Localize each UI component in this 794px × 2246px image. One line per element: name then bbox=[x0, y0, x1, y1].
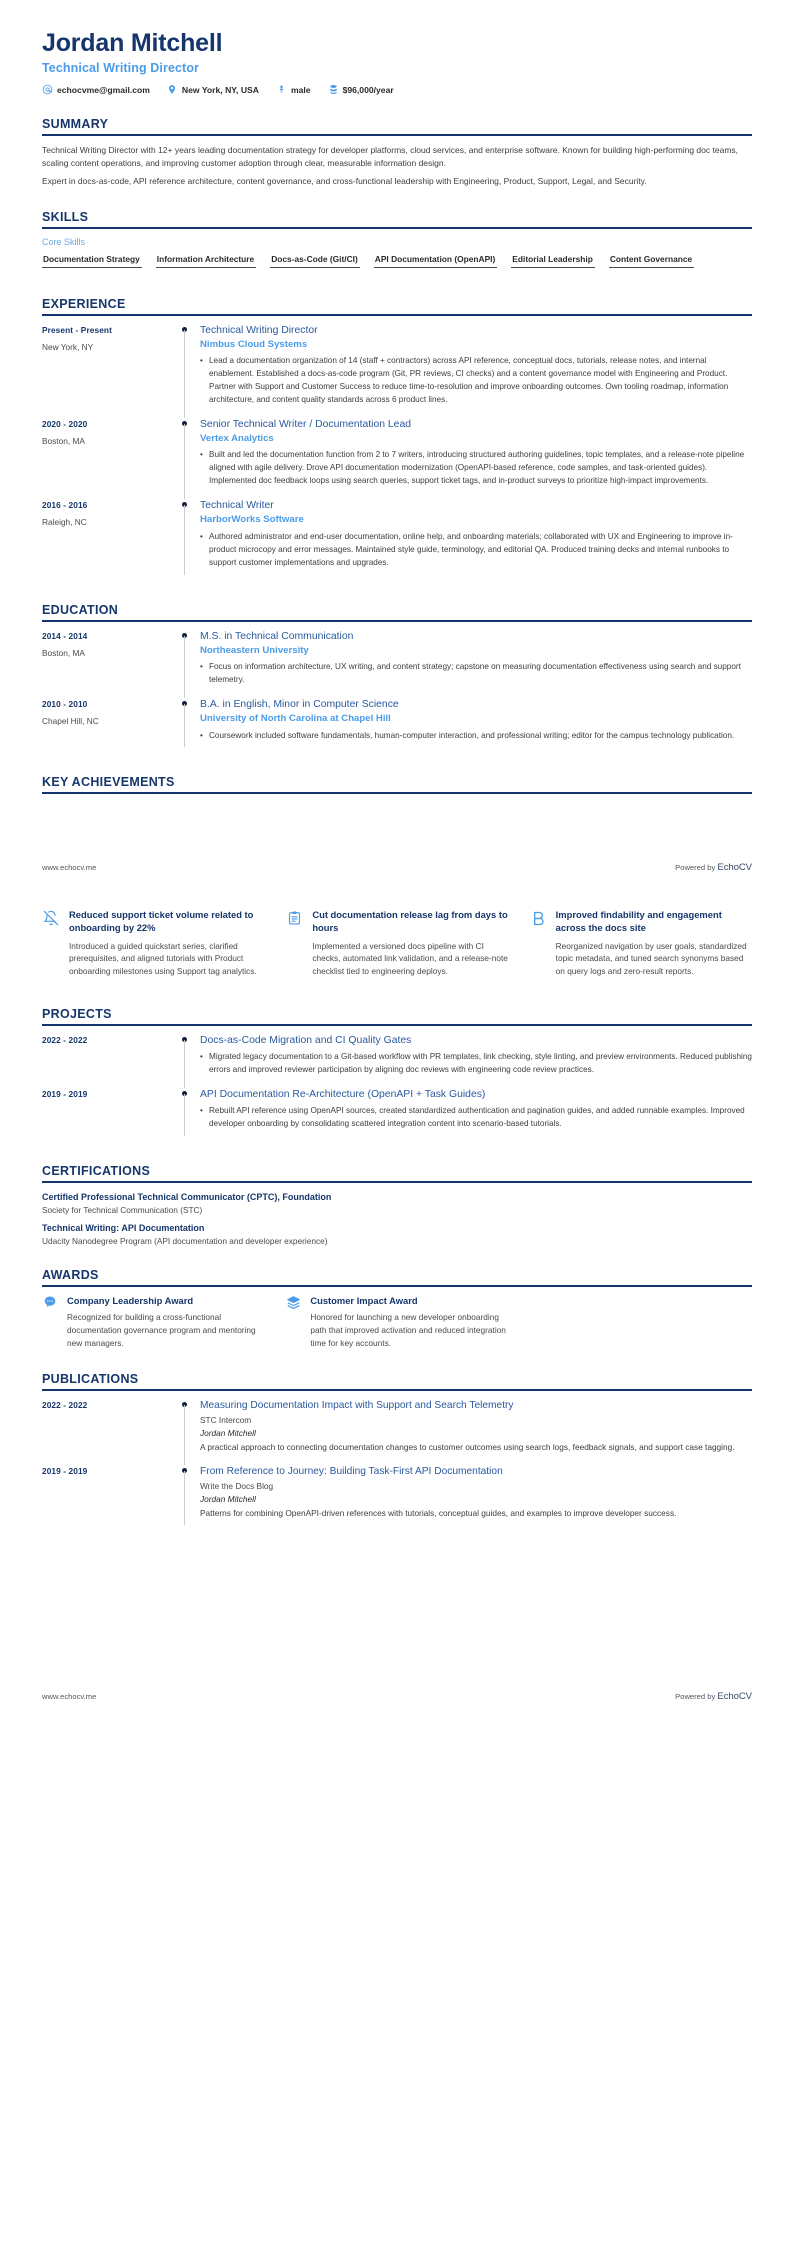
award-card bbox=[42, 1295, 265, 1350]
publication-author: Jordan Mitchell bbox=[200, 1494, 256, 1505]
bullet-text: Focus on information architecture, UX writing, and content strategy; capstone on measuring documentation effectiveness using search and support telemetry. bbox=[209, 662, 741, 685]
achievement-card bbox=[42, 909, 265, 977]
section-title-projects: PROJECTS bbox=[42, 1007, 112, 1022]
timeline-line bbox=[184, 1040, 185, 1088]
person-icon bbox=[276, 84, 287, 95]
entry-role: Technical Writer bbox=[200, 500, 274, 512]
timeline-line bbox=[184, 330, 185, 418]
timeline-line bbox=[184, 704, 185, 747]
entry-institution: University of North Carolina at Chapel Hill bbox=[200, 713, 391, 725]
project-entry bbox=[42, 1088, 752, 1142]
skills-list bbox=[42, 252, 752, 275]
entry-meta bbox=[42, 324, 174, 418]
entry-bullets bbox=[200, 449, 752, 488]
entry-location: New York, NY bbox=[42, 341, 94, 352]
achievement-card bbox=[285, 909, 508, 977]
entry-institution: Northeastern University bbox=[200, 644, 309, 656]
timeline-marker bbox=[174, 1088, 200, 1142]
entry-bullets bbox=[200, 355, 752, 407]
achievement-title: Reduced support ticket volume related to onboarding by 22% bbox=[69, 909, 254, 934]
contact-location-value: New York, NY, USA bbox=[181, 84, 259, 95]
section-divider bbox=[42, 134, 752, 136]
footer-powered-by-label: Powered by bbox=[675, 1691, 716, 1701]
timeline-marker bbox=[174, 418, 200, 499]
echocv-logo: EchoCV bbox=[717, 862, 752, 874]
entry-location: Raleigh, NC bbox=[42, 517, 87, 528]
bullet-item bbox=[200, 531, 752, 570]
award-description: Recognized for building a cross-functional documentation governance program and mentoring new managers. bbox=[67, 1312, 256, 1349]
entry-content bbox=[200, 1465, 752, 1531]
footer-site-url[interactable]: www.echocv.me bbox=[42, 1691, 97, 1701]
bullet-dot-icon: • bbox=[200, 531, 203, 541]
clipboard-icon bbox=[285, 909, 303, 927]
project-entry bbox=[42, 1034, 752, 1088]
page-footer bbox=[0, 862, 794, 873]
bullet-dot-icon: • bbox=[200, 730, 203, 740]
skill-chip: Information Architecture bbox=[156, 252, 256, 268]
entry-content bbox=[200, 630, 752, 698]
key-achievements-grid bbox=[42, 909, 752, 977]
entry-dates: 2022 - 2022 bbox=[42, 1400, 88, 1411]
achievement-description: Introduced a guided quickstart series, clarified prerequisites, and aligned tutorials with Product onboarding milestones using Support tag analytics. bbox=[69, 940, 257, 976]
entry-meta bbox=[42, 499, 174, 580]
contact-gender bbox=[276, 84, 311, 95]
footer-brand bbox=[675, 862, 752, 873]
resume-page-2 bbox=[0, 873, 794, 1690]
publication-author: Jordan Mitchell bbox=[200, 1428, 256, 1439]
section-title-certifications: CERTIFICATIONS bbox=[42, 1163, 151, 1178]
section-divider bbox=[42, 227, 752, 229]
skill-chip: Docs-as-Code (Git/CI) bbox=[270, 252, 360, 268]
entry-meta bbox=[42, 1034, 174, 1088]
award-title: Company Leadership Award bbox=[67, 1295, 194, 1307]
section-awards bbox=[42, 1268, 752, 1350]
bullet-dot-icon: • bbox=[200, 450, 203, 460]
entry-dates: 2022 - 2022 bbox=[42, 1035, 88, 1046]
section-projects bbox=[42, 1007, 752, 1142]
certification-issuer: Society for Technical Communication (STC) bbox=[42, 1205, 203, 1216]
contact-email-value: echocvme@gmail.com bbox=[57, 84, 150, 95]
award-body bbox=[67, 1295, 265, 1350]
award-description: Honored for launching a new developer onboarding path that improved activation and reduced integration time for key accounts. bbox=[310, 1312, 506, 1349]
section-publications bbox=[42, 1372, 752, 1531]
letter-b-icon bbox=[529, 909, 547, 927]
section-summary bbox=[42, 117, 752, 188]
entry-content bbox=[200, 1399, 752, 1465]
entry-dates: 2016 - 2016 bbox=[42, 500, 88, 511]
entry-location: Boston, MA bbox=[42, 647, 85, 658]
entry-meta bbox=[42, 630, 174, 698]
education-entry bbox=[42, 698, 752, 753]
section-key-achievements-heading bbox=[42, 775, 752, 794]
achievement-card bbox=[529, 909, 752, 977]
timeline-line bbox=[184, 424, 185, 499]
timeline-marker bbox=[174, 1465, 200, 1531]
entry-role: Technical Writing Director bbox=[200, 324, 318, 336]
publication-title: From Reference to Journey: Building Task-First API Documentation bbox=[200, 1465, 503, 1477]
entry-meta bbox=[42, 1465, 174, 1531]
entry-bullets bbox=[200, 1051, 752, 1077]
entry-location: Chapel Hill, NC bbox=[42, 716, 99, 727]
email-icon bbox=[42, 84, 53, 95]
timeline-marker bbox=[174, 1399, 200, 1465]
timeline-marker bbox=[174, 698, 200, 753]
entry-content bbox=[200, 499, 752, 580]
section-divider bbox=[42, 792, 752, 794]
entry-bullets bbox=[200, 531, 752, 570]
footer-powered-by-label: Powered by bbox=[675, 863, 716, 873]
section-divider bbox=[42, 314, 752, 316]
entry-meta bbox=[42, 418, 174, 499]
award-body bbox=[310, 1295, 508, 1350]
bullet-dot-icon: • bbox=[200, 662, 203, 672]
skill-chip: Editorial Leadership bbox=[511, 252, 595, 268]
skill-chip: Documentation Strategy bbox=[42, 252, 142, 268]
bullet-text: Rebuilt API reference using OpenAPI sources, created standardized authentication and pagination guides, and added runnable examples. Improved developer onboarding by consolidating scattered integration content into scenario-based tutorials. bbox=[209, 1106, 745, 1128]
message-dots-icon bbox=[42, 1295, 58, 1311]
section-title-key-achievements: KEY ACHIEVEMENTS bbox=[42, 775, 175, 790]
section-experience bbox=[42, 297, 752, 581]
section-certifications bbox=[42, 1164, 752, 1246]
section-divider bbox=[42, 1181, 752, 1183]
achievement-description: Reorganized navigation by user goals, standardized topic metadata, and tuned search synonyms based on query logs and zero-result reports. bbox=[555, 940, 747, 976]
job-title: Technical Writing Director bbox=[42, 61, 200, 75]
entry-dates: 2010 - 2010 bbox=[42, 699, 88, 710]
entry-content bbox=[200, 1088, 752, 1142]
entry-degree: M.S. in Technical Communication bbox=[200, 630, 354, 642]
section-title-skills: SKILLS bbox=[42, 209, 89, 224]
summary-paragraph: Expert in docs-as-code, API reference architecture, content governance, and cross-functional leadership with Engineering, Product, Support, Legal, and Security. bbox=[42, 175, 647, 186]
publication-publisher: STC Intercom bbox=[200, 1415, 252, 1426]
bullet-dot-icon: • bbox=[200, 1052, 203, 1062]
achievement-title: Improved findability and engagement across the docs site bbox=[555, 909, 722, 934]
publication-description: A practical approach to connecting documentation changes to customer outcomes using search logs, feedback signals, and support case tagging. bbox=[200, 1442, 735, 1453]
section-title-publications: PUBLICATIONS bbox=[42, 1372, 139, 1387]
contact-salary-value: $96,000/year bbox=[342, 84, 394, 95]
timeline-marker bbox=[174, 499, 200, 580]
bullet-item bbox=[200, 1105, 752, 1131]
entry-organization: Nimbus Cloud Systems bbox=[200, 338, 308, 350]
bell-off-icon bbox=[42, 909, 60, 927]
section-title-education: EDUCATION bbox=[42, 602, 119, 617]
layers-icon bbox=[285, 1295, 301, 1311]
entry-content bbox=[200, 324, 752, 418]
bullet-text: Migrated legacy documentation to a Git-based workflow with PR templates, link checking, style linting, and preview environments. Reduced publishing errors and improved reviewer participation by aligning doc reviews with engineering code review practices. bbox=[209, 1052, 752, 1075]
bullet-item bbox=[200, 1051, 752, 1077]
publication-description: Patterns for combining OpenAPI-driven references with tutorials, conceptual guides, and examples to improve developer success. bbox=[200, 1508, 677, 1519]
bullet-dot-icon: • bbox=[200, 356, 203, 366]
bullet-text: Authored administrator and end-user documentation, online help, and onboarding materials; collaborated with UX and Engineering to improve in-product microcopy and error messages. Maintained style guide, terminology, and editorial QA. Produced training decks and internal runbooks to support customer implementations and upgrades. bbox=[209, 531, 733, 567]
entry-degree: B.A. in English, Minor in Computer Science bbox=[200, 699, 399, 711]
project-title: API Documentation Re-Architecture (OpenAPI + Task Guides) bbox=[200, 1089, 486, 1101]
echocv-logo: EchoCV bbox=[717, 1690, 752, 1702]
publication-title: Measuring Documentation Impact with Support and Search Telemetry bbox=[200, 1400, 514, 1412]
entry-bullets bbox=[200, 730, 752, 743]
entry-dates: 2014 - 2014 bbox=[42, 630, 88, 641]
entry-organization: HarborWorks Software bbox=[200, 514, 304, 526]
experience-entry bbox=[42, 324, 752, 418]
page-title: Jordan Mitchell bbox=[42, 29, 223, 57]
entry-organization: Vertex Analytics bbox=[200, 433, 274, 444]
experience-entry bbox=[42, 499, 752, 580]
contact-gender-value: male bbox=[290, 84, 311, 95]
achievement-title: Cut documentation release lag from days to hours bbox=[312, 909, 508, 934]
timeline-line bbox=[184, 505, 185, 574]
bullet-dot-icon: • bbox=[200, 1106, 203, 1116]
entry-role: Senior Technical Writer / Documentation Lead bbox=[200, 419, 412, 430]
footer-brand bbox=[675, 1691, 752, 1702]
section-divider bbox=[42, 1024, 752, 1026]
footer-site-url[interactable]: www.echocv.me bbox=[42, 863, 97, 873]
certification-issuer: Udacity Nanodegree Program (API documentation and developer experience) bbox=[42, 1236, 328, 1247]
entry-dates: 2019 - 2019 bbox=[42, 1089, 88, 1100]
award-card bbox=[285, 1295, 508, 1350]
bullet-text: Built and led the documentation function from 2 to 7 writers, introducing structured authoring guidelines, topic templates, and a release-note pipeline aligned with agile delivery. Drove API documentation modernization (OpenAPI-based reference, code samples, and task-oriented guides). Implemented doc feedback loops using search queries, support ticket tags, and in-product surveys to prioritize high-impact improvements. bbox=[209, 450, 745, 486]
timeline-line bbox=[184, 1094, 185, 1136]
resume-header bbox=[42, 0, 752, 95]
location-pin-icon bbox=[167, 84, 178, 95]
section-title-summary: SUMMARY bbox=[42, 117, 109, 131]
summary-paragraph: Technical Writing Director with 12+ years leading documentation strategy for developer platforms, cloud services, and enterprise software. Known for building high-performing doc teams, scaling content operations, and improving customer adoption through clear, measurable information design. bbox=[42, 145, 739, 168]
timeline-line bbox=[184, 1405, 185, 1465]
publication-entry bbox=[42, 1399, 752, 1465]
entry-dates: 2020 - 2020 bbox=[42, 419, 88, 429]
entry-dates: Present - Present bbox=[42, 324, 112, 335]
section-education bbox=[42, 603, 752, 754]
section-divider bbox=[42, 1285, 752, 1287]
experience-entry bbox=[42, 418, 752, 499]
entry-content bbox=[200, 698, 752, 753]
entry-location: Boston, MA bbox=[42, 436, 85, 446]
section-divider bbox=[42, 1389, 752, 1391]
entry-dates: 2019 - 2019 bbox=[42, 1465, 88, 1476]
skill-chip: Content Governance bbox=[609, 252, 694, 268]
page-footer bbox=[0, 1691, 794, 1702]
achievement-description: Implemented a versioned docs pipeline with CI checks, automated link validation, and a release-note checklist tied to engineering deploys. bbox=[312, 940, 508, 976]
certification-name: Technical Writing: API Documentation bbox=[42, 1223, 205, 1234]
entry-meta bbox=[42, 698, 174, 753]
entry-bullets bbox=[200, 1105, 752, 1131]
timeline-line bbox=[184, 1471, 185, 1525]
section-title-experience: EXPERIENCE bbox=[42, 296, 126, 311]
contact-location bbox=[167, 84, 259, 95]
timeline-marker bbox=[174, 630, 200, 698]
contact-email bbox=[42, 84, 150, 95]
certification-name: Certified Professional Technical Communicator (CPTC), Foundation bbox=[42, 1191, 332, 1202]
timeline-line bbox=[184, 636, 185, 698]
certification-item bbox=[42, 1191, 752, 1215]
resume-page-1 bbox=[0, 0, 794, 862]
timeline-marker bbox=[174, 324, 200, 418]
achievement-body bbox=[556, 909, 752, 977]
entry-bullets bbox=[200, 661, 752, 687]
entry-content bbox=[200, 418, 752, 499]
entry-content bbox=[200, 1034, 752, 1088]
project-title: Docs-as-Code Migration and CI Quality Gates bbox=[200, 1035, 412, 1047]
entry-meta bbox=[42, 1088, 174, 1142]
skills-group-label: Core Skills bbox=[42, 236, 86, 247]
contact-salary bbox=[328, 84, 394, 95]
achievement-body bbox=[69, 909, 265, 977]
section-title-awards: AWARDS bbox=[42, 1268, 99, 1283]
salary-icon bbox=[328, 84, 339, 95]
bullet-item bbox=[200, 661, 752, 687]
skill-chip: API Documentation (OpenAPI) bbox=[374, 252, 498, 268]
publication-publisher: Write the Docs Blog bbox=[200, 1481, 274, 1492]
achievement-body bbox=[312, 909, 508, 977]
bullet-item bbox=[200, 730, 752, 743]
section-skills bbox=[42, 210, 752, 275]
bullet-text: Coursework included software fundamentals, human-computer interaction, and professional writing; editor for the campus technology publication. bbox=[209, 730, 735, 740]
timeline-marker bbox=[174, 1034, 200, 1088]
awards-grid bbox=[42, 1295, 752, 1350]
bullet-item bbox=[200, 449, 752, 488]
bullet-item bbox=[200, 355, 752, 407]
publication-entry bbox=[42, 1465, 752, 1531]
award-title: Customer Impact Award bbox=[310, 1295, 418, 1307]
section-divider bbox=[42, 620, 752, 622]
contact-row bbox=[42, 84, 752, 95]
entry-meta bbox=[42, 1399, 174, 1465]
bullet-text: Lead a documentation organization of 14 (staff + contractors) across API reference, conceptual docs, tutorials, release notes, and internal enablement. Established a docs-as-code program (Git, PR reviews, CI checks) and a content governance model with Engineering and Product. Partner with Support and Customer Success to reduce time-to-resolution and improve onboarding outcomes. Own tooling roadmap, information architecture, and content quality standards across 6 product lines. bbox=[209, 356, 729, 405]
certification-item bbox=[42, 1222, 752, 1246]
awards-grid-spacer bbox=[529, 1295, 752, 1350]
education-entry bbox=[42, 630, 752, 698]
